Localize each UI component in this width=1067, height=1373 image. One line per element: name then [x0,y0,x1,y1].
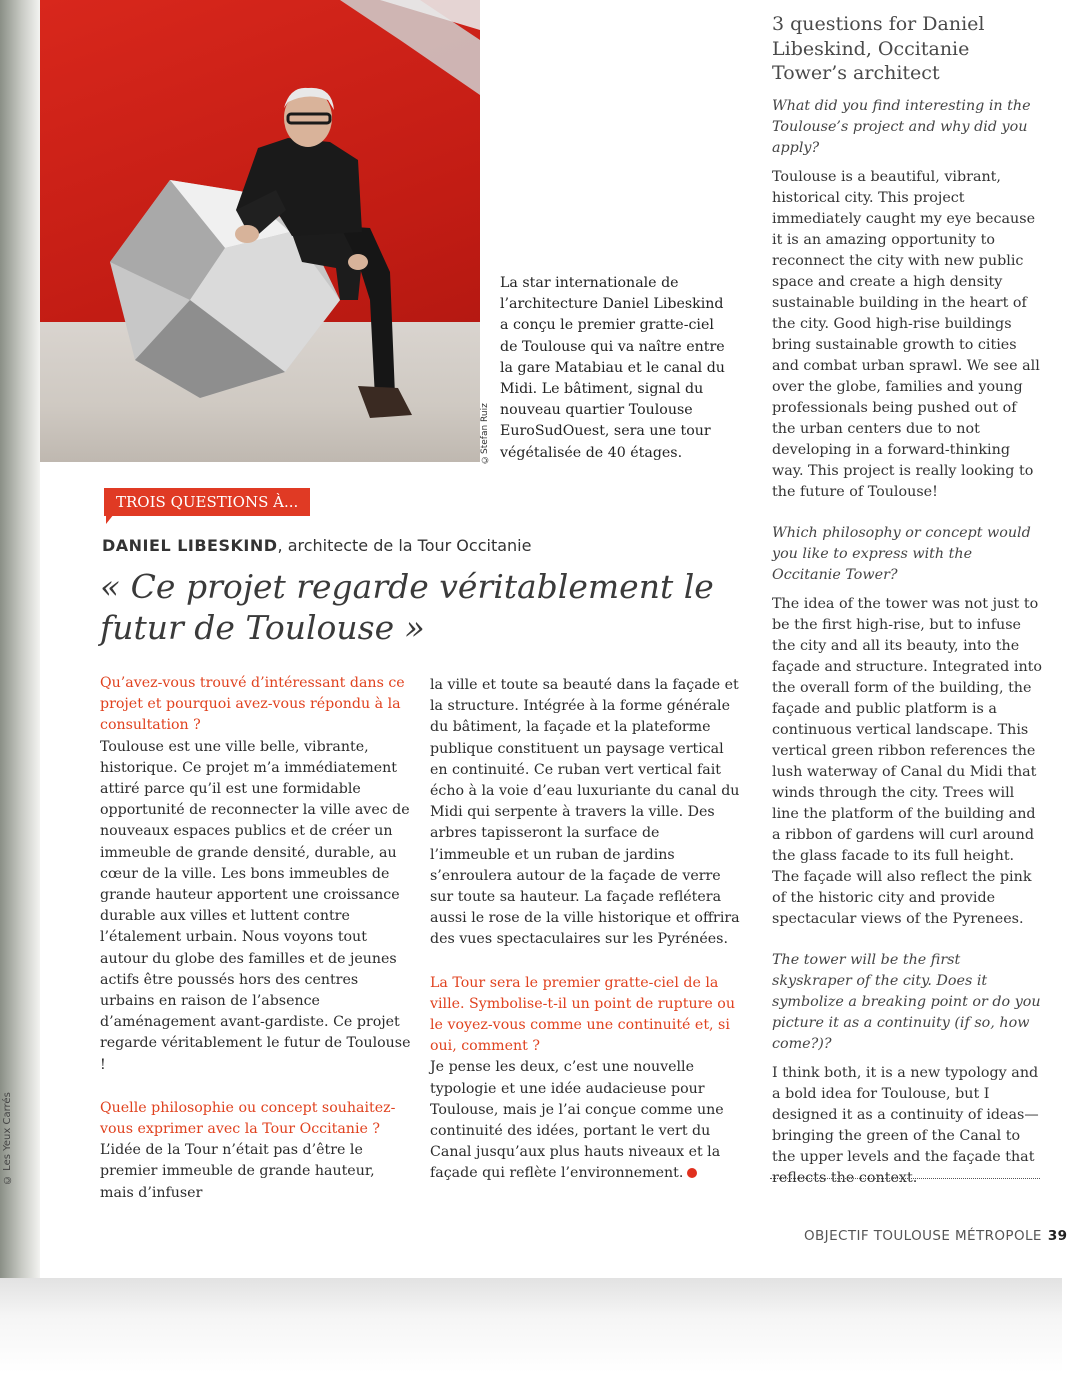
english-answer-3: I think both, it is a new typology and a bold idea for Toulouse, but I designed it as a continuity of ideas—bringing the green of the Canal to the upper levels and the façade that reflects the context. [772,1064,1039,1186]
page-number: 39 [1047,1228,1067,1244]
french-column-1 [100,673,412,1204]
page-footer [804,1228,1067,1244]
column-end-rule [770,1178,1040,1179]
portrait-photo [40,0,480,462]
byline-name: DANIEL LIBESKIND [102,536,278,555]
english-column [772,12,1044,1209]
english-question-1: What did you find interesting in the Toulouse’s project and why did you apply? [772,97,1031,156]
photo-caption: La star internationale de l’architecture Daniel Libeskind a conçu le premier gratte-ciel de Toulouse qui va naître entre la gare Matabiau et le canal du Midi. Le bâtiment, signal du nouveau quartier Toulouse EuroSudOuest, sera une tour végétalisée de 40 étages. [500,275,725,461]
photo-credit: ©Stefan Ruiz [480,403,490,464]
english-title: 3 questions for Daniel Libeskind, Occitanie Tower’s architect [772,13,985,84]
english-question-3: The tower will be the first skyskraper of the city. Does it symbolize a breaking point or do you picture it as a continuity (if so, how come?)? [772,951,1041,1052]
edge-photo-credit: © Les Yeux Carrés [2,1092,13,1185]
publication-name: OBJECTIF TOULOUSE MÉTROPOLE [804,1228,1042,1244]
english-answer-1: Toulouse is a beautiful, vibrant, historical city. This project immediately caught my eye because it is an amazing opportunity to reconnect the city with new public space and create a high density sustainable building in the heart of the city. Good high-rise buildings bring sustainable growth to cities and combat urban sprawl. We see all over the globe, families and young professionals being pushed out of the urban centers due to not developing in a forward-thinking way. This project is really looking to the future of Toulouse! [772,168,1040,500]
french-answer-2-start: L’idée de la Tour n’était pas d’être le premier immeuble de grande hauteur, mais d’infuser [100,1142,375,1201]
french-question-2: Quelle philosophie ou concept souhaitez-vous exprimer avec la Tour Occitanie ? [100,1099,396,1138]
french-column-2 [430,675,742,1185]
french-answer-3-wrap [430,1057,742,1184]
french-answer-3: Je pense les deux, c’est une nouvelle typologie et une idée audacieuse pour Toulouse, mais je l’ai conçue comme une continuité des idées, portant le vert du Canal jusqu’aux plus hauts niveaux et la façade qui reflète l’environnement. [430,1059,724,1182]
english-question-2: Which philosophy or concept would you like to express with the Occitanie Tower? [772,524,1031,583]
english-answer-2: The idea of the tower was not just to be the first high-rise, but to infuse the city and all its beauty, into the façade and structure. Integrated into the overall form of the building, the façade and public platform is a continuous vertical landscape. This vertical green ribbon references the lush waterway of Canal du Midi that winds through the city. Trees will line the platform of the building and a ribbon of gardens will curl around the glass facade to its full height. The façade will also reflect the pink of the historic city and provide spectacular views of the Pyrenees. [772,595,1043,927]
byline-role: , architecte de la Tour Occitanie [277,536,532,555]
scan-margin [0,1278,1062,1373]
french-answer-2-end: la ville et toute sa beauté dans la façade et la structure. Intégrée à la forme générale du bâtiment, la façade et la plateforme publique constituent un paysage vertical en continuité. Ce ruban vert vertical fait écho à la voie d’eau luxuriante du canal du Midi qui serpente à travers la ville. Des arbres tapisseront la surface de l’immeuble et un ruban de jardins s’enroulera autour de la façade de verre sur toute sa hauteur. La façade reflétera aussi le rose de la ville historique et offrira des vues spectaculaires sur les Pyrénées. [430,677,740,948]
section-tag-tail [106,514,114,524]
end-mark-icon [687,1168,697,1178]
headline-quote: « Ce projet regarde véritablement le futur de Toulouse » [100,567,714,647]
byline [102,536,531,555]
sculpture-illustration [40,0,480,462]
section-tag: TROIS QUESTIONS À... [104,488,310,516]
french-answer-1: Toulouse est une ville belle, vibrante, historique. Ce projet m’a immédiatement attiré parce qu’il est une formidable opportunité de reconnecter la ville avec de nouveaux espaces publics et de créer un immeuble de grande densité, durable, au cœur de la ville. Les bons immeubles de grande hauteur apportent une croissance durable aux villes et luttent contre l’étalement urbain. Nous voyons tout autour du globe des familles et de jeunes actifs être poussés hors des centres urbains en raison de l’absence d’aménagement avant-gardiste. Ce projet regarde véritablement le futur de Toulouse ! [100,738,411,1073]
french-question-3: La Tour sera le premier gratte-ciel de la ville. Symbolise-t-il un point de rupture ou le voyez-vous comme une continuité et, si oui, comment ? [430,974,735,1055]
french-question-1: Qu’avez-vous trouvé d’intéressant dans ce projet et pourquoi avez-vous répondu à la consultation ? [100,675,405,734]
